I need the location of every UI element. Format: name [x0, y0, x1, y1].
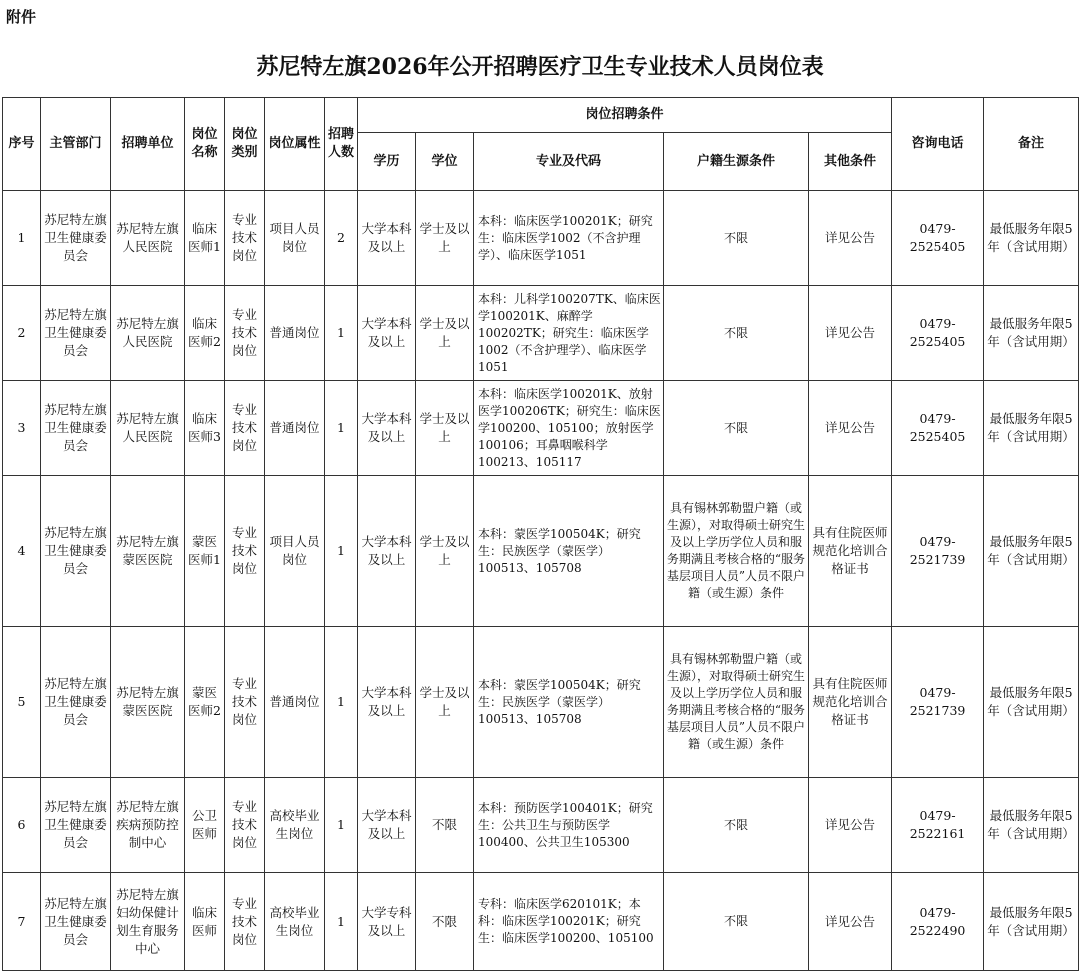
- cell-hukou: 不限: [664, 286, 809, 381]
- header-hukou: 户籍生源条件: [664, 133, 809, 191]
- positions-table: [2, 97, 1079, 971]
- cell-major: 本科：临床医学100201K、放射医学100206TK；研究生：临床医学100200、105100；放射医学100106；耳鼻咽喉科学100213、105117: [474, 381, 664, 476]
- cell-dept: 苏尼特左旗卫生健康委员会: [41, 778, 111, 873]
- cell-major: 专科：临床医学620101K；本科：临床医学100201K；研究生：临床医学100200、105100: [474, 873, 664, 971]
- cell-post-name: 临床医师3: [185, 381, 225, 476]
- cell-other: 详见公告: [809, 191, 892, 286]
- cell-degree: 不限: [416, 873, 474, 971]
- cell-other: 具有住院医师规范化培训合格证书: [809, 627, 892, 778]
- cell-seq: 6: [3, 778, 41, 873]
- header-other: 其他条件: [809, 133, 892, 191]
- table-row: [3, 778, 1079, 873]
- cell-edu: 大学本科及以上: [358, 627, 416, 778]
- cell-edu: 大学专科及以上: [358, 873, 416, 971]
- cell-other: 详见公告: [809, 286, 892, 381]
- cell-dept: 苏尼特左旗卫生健康委员会: [41, 476, 111, 627]
- table-row: [3, 191, 1079, 286]
- cell-major: 本科：蒙医学100504K；研究生：民族医学（蒙医学）100513、105708: [474, 627, 664, 778]
- cell-hukou: 不限: [664, 191, 809, 286]
- cell-seq: 1: [3, 191, 41, 286]
- header-note: 备注: [984, 98, 1079, 191]
- cell-hukou: 具有锡林郭勒盟户籍（或生源），对取得硕士研究生及以上学历学位人员和服务期满且考核合格的“服务基层项目人员”人员不限户籍（或生源）条件: [664, 476, 809, 627]
- cell-count: 1: [325, 476, 358, 627]
- table-row: [3, 873, 1079, 971]
- cell-note: 最低服务年限5年（含试用期）: [984, 286, 1079, 381]
- cell-unit: 苏尼特左旗蒙医医院: [111, 627, 185, 778]
- cell-unit: 苏尼特左旗妇幼保健计划生育服务中心: [111, 873, 185, 971]
- cell-unit: 苏尼特左旗蒙医医院: [111, 476, 185, 627]
- header-count: 招聘人数: [325, 98, 358, 191]
- cell-post-type: 专业技术岗位: [225, 286, 265, 381]
- header-post-name: 岗位名称: [185, 98, 225, 191]
- cell-post-name: 临床医师2: [185, 286, 225, 381]
- cell-note: 最低服务年限5年（含试用期）: [984, 778, 1079, 873]
- cell-post-attr: 项目人员岗位: [265, 191, 325, 286]
- cell-phone: 0479-2521739: [892, 627, 984, 778]
- cell-post-attr: 高校毕业生岗位: [265, 778, 325, 873]
- cell-degree: 学士及以上: [416, 191, 474, 286]
- cell-edu: 大学本科及以上: [358, 286, 416, 381]
- header-post-attr: 岗位属性: [265, 98, 325, 191]
- cell-count: 1: [325, 381, 358, 476]
- cell-phone: 0479-2522161: [892, 778, 984, 873]
- cell-count: 1: [325, 627, 358, 778]
- cell-phone: 0479-2521739: [892, 476, 984, 627]
- cell-post-attr: 高校毕业生岗位: [265, 873, 325, 971]
- cell-post-type: 专业技术岗位: [225, 873, 265, 971]
- page-title: 苏尼特左旗2026年公开招聘医疗卫生专业技术人员岗位表: [256, 54, 824, 80]
- cell-dept: 苏尼特左旗卫生健康委员会: [41, 191, 111, 286]
- cell-post-attr: 普通岗位: [265, 381, 325, 476]
- cell-seq: 2: [3, 286, 41, 381]
- cell-post-name: 临床医师1: [185, 191, 225, 286]
- cell-unit: 苏尼特左旗人民医院: [111, 381, 185, 476]
- cell-post-name: 临床医师: [185, 873, 225, 971]
- cell-note: 最低服务年限5年（含试用期）: [984, 476, 1079, 627]
- cell-count: 1: [325, 873, 358, 971]
- cell-edu: 大学本科及以上: [358, 476, 416, 627]
- cell-major: 本科：蒙医学100504K；研究生：民族医学（蒙医学）100513、105708: [474, 476, 664, 627]
- cell-dept: 苏尼特左旗卫生健康委员会: [41, 381, 111, 476]
- cell-degree: 学士及以上: [416, 286, 474, 381]
- cell-count: 1: [325, 778, 358, 873]
- cell-degree: 学士及以上: [416, 627, 474, 778]
- cell-phone: 0479-2525405: [892, 381, 984, 476]
- cell-note: 最低服务年限5年（含试用期）: [984, 381, 1079, 476]
- cell-unit: 苏尼特左旗疾病预防控制中心: [111, 778, 185, 873]
- cell-dept: 苏尼特左旗卫生健康委员会: [41, 873, 111, 971]
- table-row: [3, 627, 1079, 778]
- cell-other: 具有住院医师规范化培训合格证书: [809, 476, 892, 627]
- cell-unit: 苏尼特左旗人民医院: [111, 286, 185, 381]
- header-seq: 序号: [3, 98, 41, 191]
- header-post-type: 岗位类别: [225, 98, 265, 191]
- cell-post-type: 专业技术岗位: [225, 381, 265, 476]
- cell-phone: 0479-2525405: [892, 191, 984, 286]
- cell-major: 本科：儿科学100207TK、临床医学100201K、麻醉学100202TK；研究生：临床医学1002（不含护理学）、临床医学1051: [474, 286, 664, 381]
- cell-note: 最低服务年限5年（含试用期）: [984, 191, 1079, 286]
- cell-edu: 大学本科及以上: [358, 191, 416, 286]
- cell-note: 最低服务年限5年（含试用期）: [984, 627, 1079, 778]
- cell-hukou: 不限: [664, 778, 809, 873]
- cell-other: 详见公告: [809, 873, 892, 971]
- cell-degree: 学士及以上: [416, 476, 474, 627]
- table-row: [3, 381, 1079, 476]
- cell-post-name: 蒙医医师2: [185, 627, 225, 778]
- cell-major: 本科：临床医学100201K；研究生：临床医学1002（不含护理学）、临床医学1051: [474, 191, 664, 286]
- cell-count: 1: [325, 286, 358, 381]
- cell-post-type: 专业技术岗位: [225, 476, 265, 627]
- header-phone: 咨询电话: [892, 98, 984, 191]
- cell-dept: 苏尼特左旗卫生健康委员会: [41, 627, 111, 778]
- header-degree: 学位: [416, 133, 474, 191]
- header-conditions: 岗位招聘条件: [358, 98, 892, 133]
- cell-unit: 苏尼特左旗人民医院: [111, 191, 185, 286]
- cell-edu: 大学本科及以上: [358, 381, 416, 476]
- cell-seq: 3: [3, 381, 41, 476]
- cell-phone: 0479-2525405: [892, 286, 984, 381]
- attachment-label: 附件: [6, 8, 37, 26]
- cell-other: 详见公告: [809, 381, 892, 476]
- cell-degree: 学士及以上: [416, 381, 474, 476]
- cell-edu: 大学本科及以上: [358, 778, 416, 873]
- cell-note: 最低服务年限5年（含试用期）: [984, 873, 1079, 971]
- cell-seq: 7: [3, 873, 41, 971]
- cell-post-type: 专业技术岗位: [225, 191, 265, 286]
- cell-post-type: 专业技术岗位: [225, 778, 265, 873]
- table-row: [3, 476, 1079, 627]
- cell-seq: 4: [3, 476, 41, 627]
- cell-hukou: 不限: [664, 381, 809, 476]
- table-row: [3, 286, 1079, 381]
- header-edu: 学历: [358, 133, 416, 191]
- cell-post-attr: 普通岗位: [265, 627, 325, 778]
- cell-post-attr: 普通岗位: [265, 286, 325, 381]
- header-major: 专业及代码: [474, 133, 664, 191]
- cell-dept: 苏尼特左旗卫生健康委员会: [41, 286, 111, 381]
- cell-degree: 不限: [416, 778, 474, 873]
- cell-post-attr: 项目人员岗位: [265, 476, 325, 627]
- cell-post-name: 公卫医师: [185, 778, 225, 873]
- cell-major: 本科：预防医学100401K；研究生：公共卫生与预防医学100400、公共卫生105300: [474, 778, 664, 873]
- cell-other: 详见公告: [809, 778, 892, 873]
- cell-hukou: 具有锡林郭勒盟户籍（或生源），对取得硕士研究生及以上学历学位人员和服务期满且考核合格的“服务基层项目人员”人员不限户籍（或生源）条件: [664, 627, 809, 778]
- cell-seq: 5: [3, 627, 41, 778]
- header-unit: 招聘单位: [111, 98, 185, 191]
- cell-hukou: 不限: [664, 873, 809, 971]
- cell-phone: 0479-2522490: [892, 873, 984, 971]
- cell-count: 2: [325, 191, 358, 286]
- cell-post-name: 蒙医医师1: [185, 476, 225, 627]
- header-dept: 主管部门: [41, 98, 111, 191]
- cell-post-type: 专业技术岗位: [225, 627, 265, 778]
